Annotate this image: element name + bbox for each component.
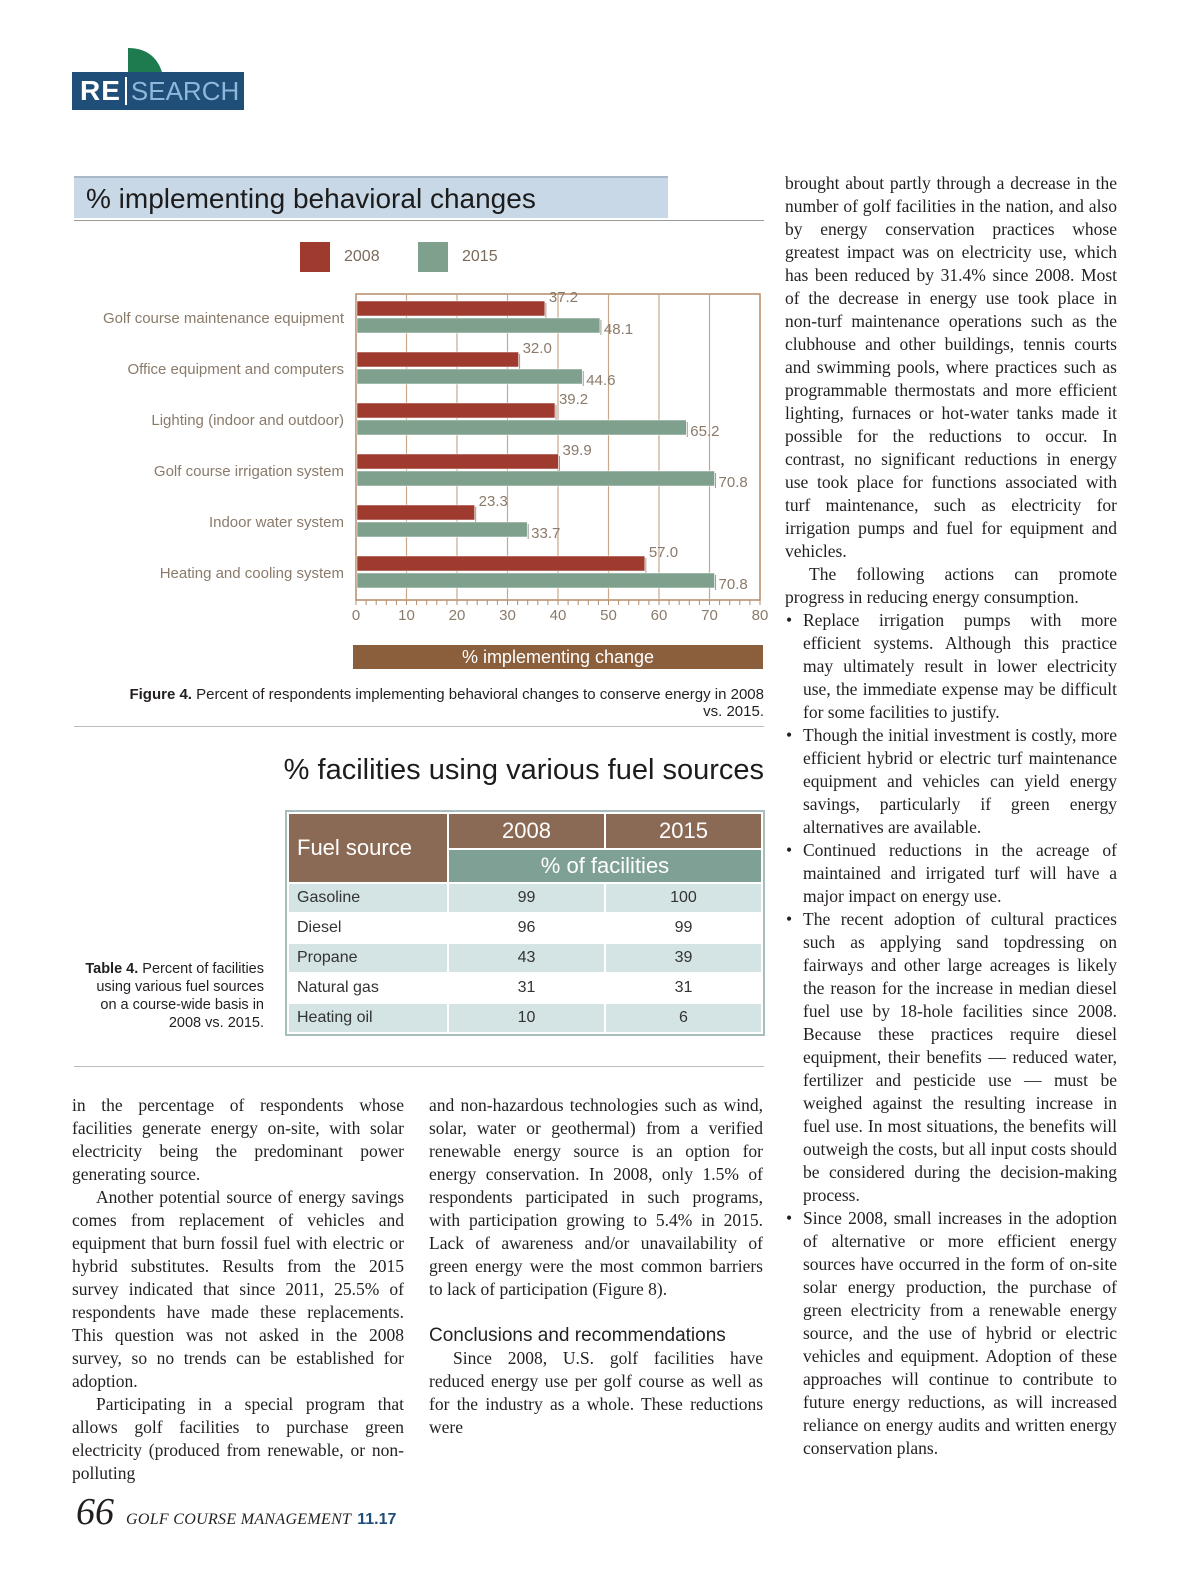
table-cell-name: Propane	[288, 943, 448, 973]
legend-swatch-2008	[300, 242, 330, 272]
legend-item-2008	[300, 242, 380, 272]
table-caption-label: Table 4.	[85, 961, 139, 977]
list-item: • Since 2008, small increases in the adoption of alternative or more efficient energy sources have occurred in the form of on-site solar energy production, the purchase of green electricity from a renewable energy source, and the use of hybrid or electric vehicles and equipment. Adoption of these approaches will continue to contribute to future energy reductions, as will increased reliance on energy audits and written energy conservation plans.	[785, 1207, 1117, 1460]
x-tick-label: 10	[398, 607, 415, 624]
value-label: 32.0	[522, 340, 552, 357]
x-tick-label: 20	[448, 607, 466, 624]
table-cell-2015: 39	[605, 943, 762, 973]
recommendation-list	[785, 609, 1117, 1460]
table-cell-name: Natural gas	[288, 973, 448, 1003]
table-caption-text: Percent of facilities using various fuel sources on a course-wide basis in 2008 vs. 2015.	[96, 961, 264, 1031]
bar-2015	[357, 369, 582, 384]
table-title: % facilities using various fuel sources	[283, 754, 764, 786]
figure-title-bar	[74, 176, 668, 218]
table-row	[288, 943, 762, 973]
table-cell-2015: 100	[605, 883, 762, 913]
category-label: Golf course irrigation system	[153, 463, 344, 480]
x-axis-label: % implementing change	[353, 645, 763, 669]
issue-number: 11.17	[357, 1511, 397, 1528]
category-label: Office equipment and computers	[127, 361, 344, 378]
bar-2008	[357, 556, 645, 571]
fuel-source-table	[287, 812, 763, 1034]
category-label: Lighting (indoor and outdoor)	[151, 412, 344, 429]
value-label: 39.9	[562, 442, 592, 459]
bar-2015	[357, 573, 715, 588]
bar-chart	[0, 280, 780, 630]
table-cell-2008: 96	[448, 913, 605, 943]
table-row	[288, 883, 762, 913]
value-label: 57.0	[648, 544, 679, 561]
category-label: Golf course maintenance equipment	[103, 310, 344, 327]
table-subheader: % of facilities	[448, 849, 762, 883]
x-tick-label: 60	[650, 607, 668, 624]
table-cell-2008: 31	[448, 973, 605, 1003]
table-row	[288, 1003, 762, 1033]
x-tick-label: 50	[600, 607, 617, 624]
legend-label-2015: 2015	[462, 248, 498, 265]
x-tick-label: 40	[549, 607, 567, 624]
list-item: • Though the initial investment is costly, more efficient hybrid or electric turf maintenance equipment and vehicles can yield energy savings, particularly if green energy alternatives are available.	[785, 724, 1117, 839]
figure-rule	[74, 220, 764, 221]
value-label: 39.2	[558, 391, 589, 408]
table-bottom-rule	[74, 1066, 764, 1067]
bar-2008	[357, 301, 545, 316]
table-header-fuel-source: Fuel source	[288, 813, 448, 883]
value-label: 23.3	[478, 493, 508, 510]
figure-bottom-rule	[74, 726, 764, 727]
table-row	[288, 973, 762, 1003]
table-cell-2008: 99	[448, 883, 605, 913]
table-cell-2015: 99	[605, 913, 762, 943]
bar-2008	[357, 352, 519, 367]
value-label: 48.1	[603, 321, 634, 338]
table-caption	[84, 960, 264, 1032]
bar-2008	[357, 454, 558, 469]
table-cell-2008: 43	[448, 943, 605, 973]
legend-swatch-2015	[418, 242, 448, 272]
body-column-3	[785, 172, 1117, 1460]
legend-label-2008: 2008	[344, 248, 380, 265]
paragraph: brought about partly through a decrease in the number of golf facilities in the nation, and also by energy conservation practices whose greatest impact was on electricity use, which has been reduced by 31.4% since 2008. Most of the decrease in energy use took place in non-turf maintenance operations such as the clubhouse and other buildings, tennis courts and swimming pools, where practices such as programmable thermostats and more efficient lighting, furnaces or hot-water tanks made it possible for the reductions to occur. In contrast, no significant reductions in energy use took place for functions associated with turf maintenance, such as electricity for irrigation pumps and fuel for equipment and vehicles.	[785, 173, 1117, 561]
table-header-2008: 2008	[448, 813, 605, 849]
category-label: Indoor water system	[208, 514, 344, 531]
list-item: • The recent adoption of cultural practices such as applying sand topdressing on fairways and other large acreages is likely the reason for the increase in median diesel fuel use by 18-hole facilities since 2008. Because these practices require diesel equipment, their benefits — reduced water, fertilizer and pesticide use — must be weighed against the resulting increase in fuel use. In most situations, the benefits will outweigh the costs, but all input costs should be considered during the decision-making process.	[785, 908, 1117, 1207]
magazine-name: GOLF COURSE MANAGEMENT	[126, 1511, 352, 1528]
page-number: 66	[76, 1491, 114, 1533]
x-tick-label: 0	[351, 607, 361, 624]
list-item: • Replace irrigation pumps with more efficient systems. Although this practice may ultimately result in lower electricity use, the immediate expense may be difficult for some facilities to justify.	[785, 609, 1117, 724]
bar-2015	[357, 318, 600, 333]
figure-caption-label: Figure 4.	[129, 686, 192, 703]
logo-box	[72, 72, 244, 110]
paragraph: Another potential source of energy savings comes from replacement of vehicles and equipment that burn fossil fuel with electric or hybrid substitutes. Results from the 2015 survey indicated that since 2011, 25.5% of respondents have made these replacements. This question was not asked in the 2008 survey, so no trends can be established for adoption.	[72, 1187, 404, 1391]
table-cell-name: Gasoline	[288, 883, 448, 913]
paragraph: in the percentage of respondents whose facilities generate energy on-site, with solar electricity being the predominant power generating source.	[72, 1095, 404, 1184]
body-column-1	[72, 1094, 404, 1485]
logo-search: SEARCH	[130, 75, 240, 106]
x-tick-label: 30	[499, 607, 516, 624]
table-cell-name: Diesel	[288, 913, 448, 943]
paragraph: The following actions can promote progress in reducing energy consumption.	[785, 564, 1117, 607]
value-label: 70.8	[718, 576, 748, 593]
value-label: 65.2	[690, 423, 720, 440]
figure-title: % implementing behavioral changes	[86, 183, 536, 214]
value-label: 37.2	[548, 289, 579, 306]
figure-caption	[120, 686, 764, 720]
section-heading: Conclusions and recommendations	[429, 1325, 726, 1346]
bar-2015	[357, 471, 715, 486]
value-label: 70.8	[718, 474, 748, 491]
table-cell-2008: 10	[448, 1003, 605, 1033]
value-label: 44.6	[586, 372, 616, 389]
value-label: 33.7	[531, 525, 561, 542]
body-column-2	[429, 1094, 763, 1439]
table-row	[288, 913, 762, 943]
leaf-icon	[128, 46, 162, 72]
logo-re: RE	[80, 75, 121, 106]
paragraph: Participating in a special program that allows golf facilities to purchase green electricity (produced from renewable, or non-polluting	[72, 1394, 404, 1483]
bar-2015	[357, 420, 686, 435]
bar-2008	[357, 505, 475, 520]
x-tick-label: 70	[701, 607, 718, 624]
table-header-2015: 2015	[605, 813, 762, 849]
bar-2015	[357, 522, 527, 537]
table-cell-2015: 6	[605, 1003, 762, 1033]
page-footer	[76, 1490, 396, 1534]
paragraph: and non-hazardous technologies such as wind, solar, water or geothermal) from a verified renewable energy source is an option for energy conservation. In 2008, only 1.5% of respondents participated in such programs, with participation growing to 5.4% in 2015. Lack of awareness and/or unavailability of green energy were the most common barriers to lack of participation (Figure 8).	[429, 1095, 763, 1299]
figure-caption-text: Percent of respondents implementing behavioral changes to conserve energy in 2008 vs. 2015.	[196, 686, 764, 720]
logo-divider	[125, 77, 127, 105]
table-cell-name: Heating oil	[288, 1003, 448, 1033]
category-label: Heating and cooling system	[159, 565, 344, 582]
x-tick-label: 80	[751, 607, 769, 624]
table-cell-2015: 31	[605, 973, 762, 1003]
legend-item-2015	[418, 242, 498, 272]
list-item: • Continued reductions in the acreage of maintained and irrigated turf will have a major impact on energy use.	[785, 839, 1117, 908]
paragraph: Since 2008, U.S. golf facilities have reduced energy use per golf course as well as for the industry as a whole. These reductions were	[429, 1348, 763, 1437]
research-logo	[72, 46, 244, 112]
bar-2008	[357, 403, 555, 418]
